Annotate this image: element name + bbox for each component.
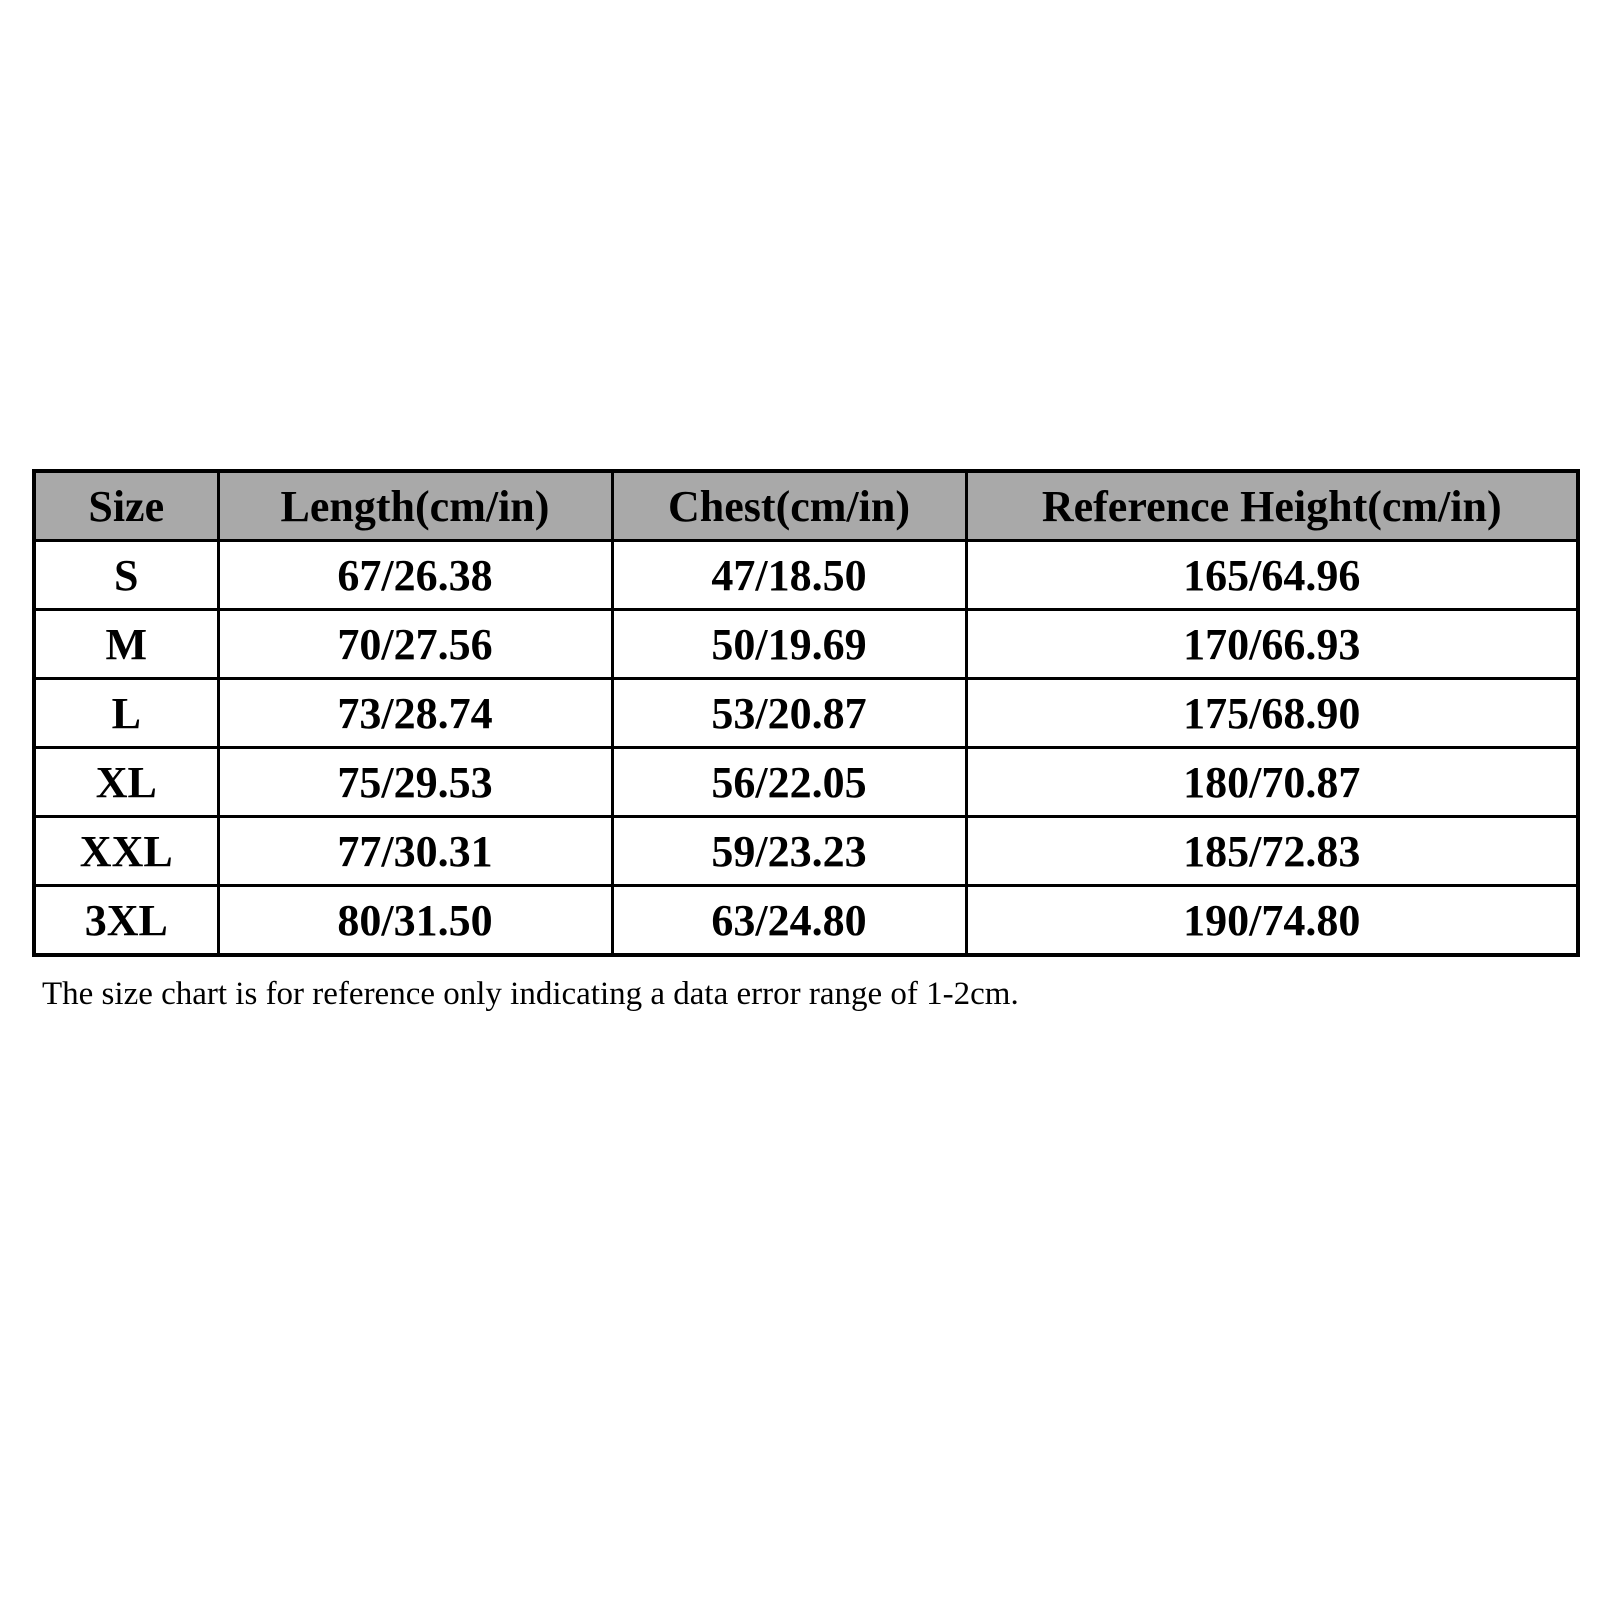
chest-cell: 56/22.05 (612, 748, 966, 817)
length-cell: 73/28.74 (218, 679, 612, 748)
length-cell: 70/27.56 (218, 610, 612, 679)
chest-cell: 47/18.50 (612, 541, 966, 610)
header-chest: Chest(cm/in) (612, 471, 966, 541)
header-length: Length(cm/in) (218, 471, 612, 541)
reference-height-cell: 170/66.93 (966, 610, 1578, 679)
chest-cell: 63/24.80 (612, 886, 966, 956)
reference-height-cell: 165/64.96 (966, 541, 1578, 610)
size-cell: 3XL (34, 886, 218, 956)
reference-height-cell: 175/68.90 (966, 679, 1578, 748)
size-cell: XL (34, 748, 218, 817)
table-header-row (34, 471, 1578, 541)
header-reference-height: Reference Height(cm/in) (966, 471, 1578, 541)
length-cell: 67/26.38 (218, 541, 612, 610)
size-chart-table (32, 469, 1580, 957)
size-cell: S (34, 541, 218, 610)
table-row (34, 886, 1578, 956)
chest-cell: 59/23.23 (612, 817, 966, 886)
header-size: Size (34, 471, 218, 541)
table-row (34, 748, 1578, 817)
size-chart-note: The size chart is for reference only indicating a data error range of 1-2cm. (42, 976, 1019, 1012)
length-cell: 75/29.53 (218, 748, 612, 817)
reference-height-cell: 185/72.83 (966, 817, 1578, 886)
reference-height-cell: 190/74.80 (966, 886, 1578, 956)
table-row (34, 817, 1578, 886)
table-row (34, 541, 1578, 610)
reference-height-cell: 180/70.87 (966, 748, 1578, 817)
table-row (34, 679, 1578, 748)
length-cell: 77/30.31 (218, 817, 612, 886)
table-row (34, 610, 1578, 679)
size-cell: XXL (34, 817, 218, 886)
chest-cell: 53/20.87 (612, 679, 966, 748)
size-cell: M (34, 610, 218, 679)
chest-cell: 50/19.69 (612, 610, 966, 679)
length-cell: 80/31.50 (218, 886, 612, 956)
size-cell: L (34, 679, 218, 748)
